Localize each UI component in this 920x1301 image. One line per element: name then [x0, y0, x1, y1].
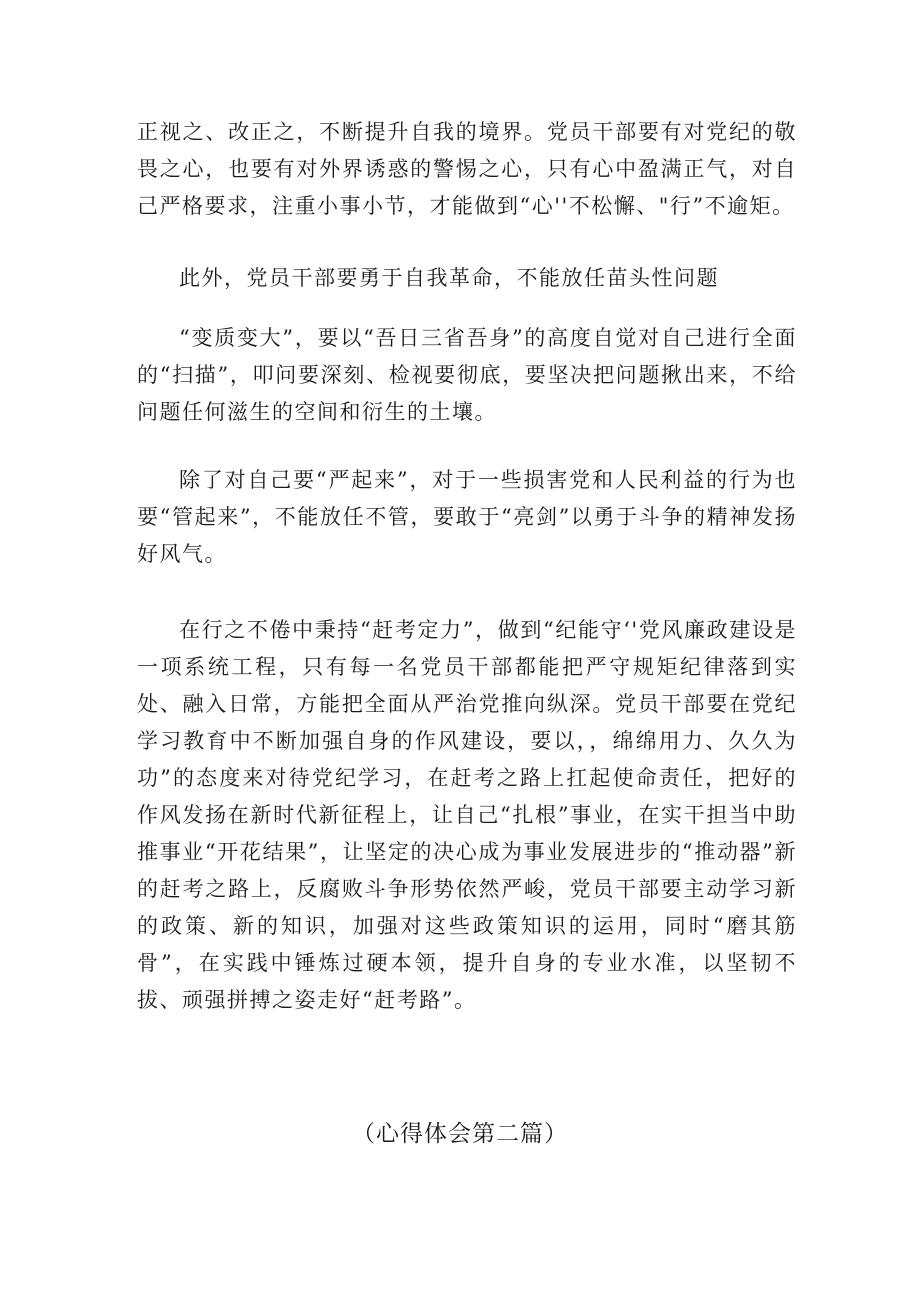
paragraph-text: 正视之、改正之，不断提升自我的境界。党员干部要有对党纪的敬畏之心，也要有对外界诱惑的警惕之心，只有心中盈满正气，对自己严格要求，注重小事小节，才能做到“心''不松懈、"行”不逾矩。	[137, 120, 797, 218]
paragraph-self-scan	[137, 320, 797, 431]
paragraph-continuation	[137, 114, 797, 225]
paragraph-text: 在行之不倦中秉持“赶考定力”，做到“纪能守‘'党风廉政建设是一项系统工程，只有每一名党员干部都能把严守规矩纪律落到实处、融入日常，方能把全面从严治党推向纵深。党员干部要在党纪学习教育中不断加强自身的作风建设，要以，，绵绵用力、久久为功”的态度来对待党纪学习，在赶考之路上扛起使命责任，把好的作风发扬在新时代新征程上，让自己“扎根”事业，在实干担当中助推事业“开花结果”，让坚定的决心成为事业发展进步的“推动器”新的赶考之路上，反腐败斗争形势依然严峻，党员干部要主动学习新的政策、新的知识，加强对这些政策知识的运用，同时“磨其筋骨”，在实践中锤炼过硬本领，提升自身的专业水准，以坚韧不拔、顽强拼搏之姿走好“赶考路”。	[137, 618, 797, 1012]
section-heading: （心得体会第二篇）	[352, 1121, 568, 1147]
paragraph-text: 除了对自己要“严起来”，对于一些损害党和人民利益的行为也要“管起来”，不能放任不管，要敢于“亮剑”以勇于斗争的精神发扬好风气。	[137, 468, 797, 566]
paragraph-text: 此外，党员干部要勇于自我革命，不能放任苗头性问题	[179, 266, 719, 290]
paragraph-self-revolution	[137, 260, 797, 297]
paragraph-exam-resolve	[137, 612, 797, 1019]
paragraph-manage	[137, 462, 797, 573]
paragraph-text: “变质变大”，要以“吾日三省吾身”的高度自觉对自己进行全面的“扫描”，叩问要深刻、检视要彻底，要坚决把问题揪出来，不给问题任何滋生的空间和衍生的土壤。	[137, 326, 797, 424]
